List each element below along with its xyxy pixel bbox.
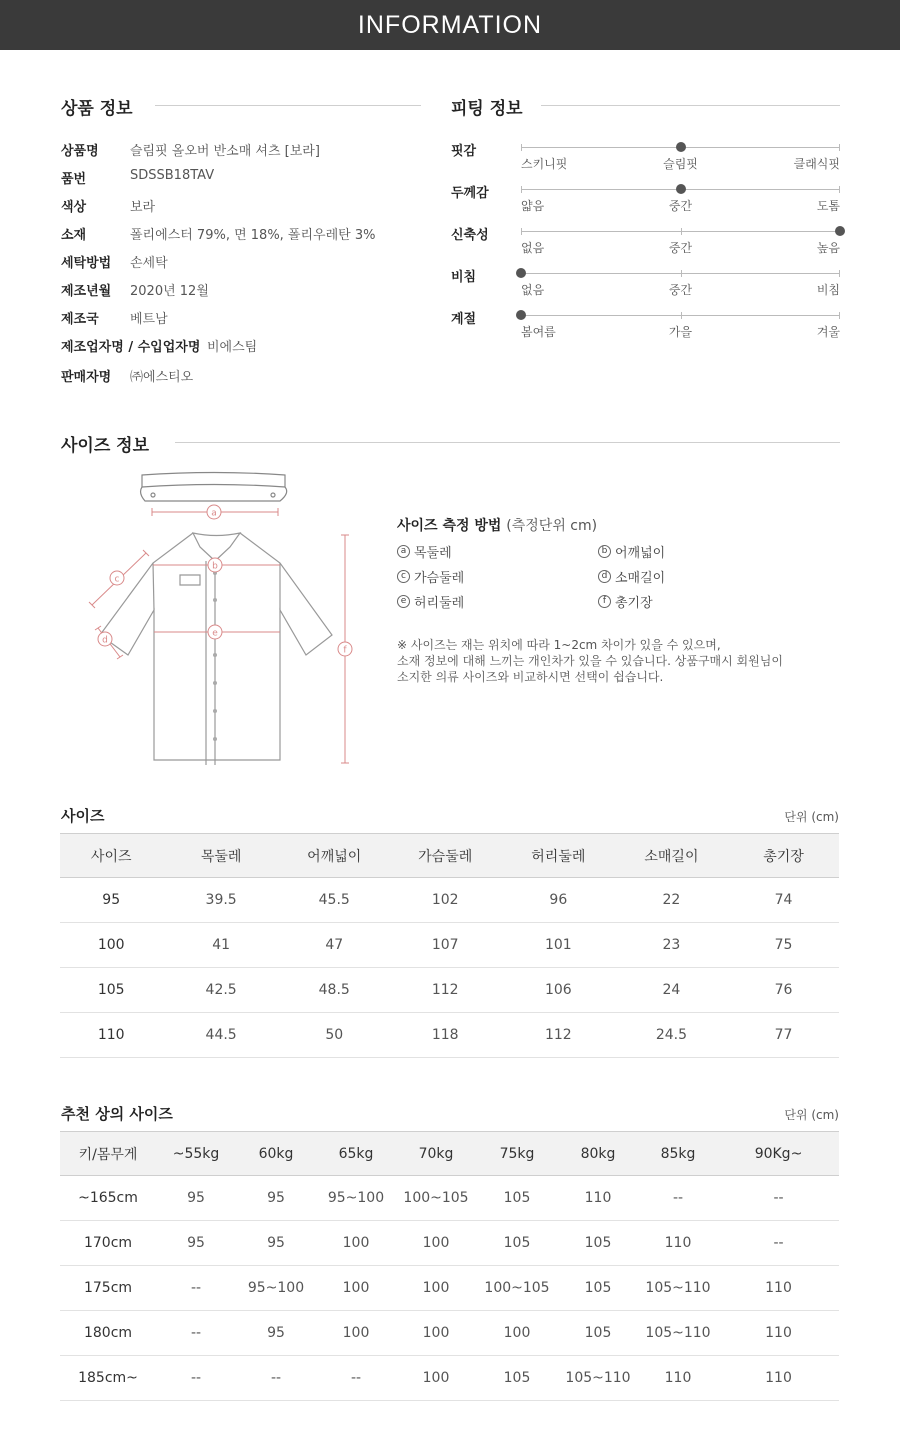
fitting-scale-label: 스키니핏 [521,157,568,171]
shirt-diagram [80,465,370,775]
fitting-scale-label: 도톰 [816,199,840,213]
table-cell: 100 [396,1356,476,1401]
fitting-scale-label: 얇음 [521,199,545,213]
table-cell: 105 [558,1221,638,1266]
measure-method-label: 사이즈 측정 방법 [397,518,502,534]
table-cell: 101 [502,923,615,968]
table-cell: 44.5 [162,1013,279,1058]
size-note-line: ※ 사이즈는 재는 위치에 따라 1~2cm 차이가 있을 수 있으며, [397,638,721,652]
fitting-label: 신축성 [451,228,489,243]
table-cell: 100 [396,1311,476,1356]
size-table-unit: 단위 (cm) [784,810,839,824]
table-cell: 180cm [60,1311,156,1356]
table-cell: 105 [558,1266,638,1311]
table-row [60,1013,839,1058]
fitting-scale-track [521,231,840,232]
table-cell: 24 [615,968,728,1013]
table-cell: 95 [236,1311,316,1356]
product-info-key: 제조년월 [61,284,112,299]
product-info-row [61,168,214,187]
table-cell: -- [638,1176,718,1221]
svg-text:c: c [114,574,120,585]
table-header-cell: 가슴둘레 [389,834,502,878]
table-row [60,1356,839,1401]
table-header-cell: 85kg [638,1132,718,1176]
svg-text:e: e [212,628,218,639]
product-info-value: 베트남 [130,312,168,327]
fitting-scale-label: 비침 [816,283,840,297]
table-cell: 50 [280,1013,389,1058]
table-cell: 74 [728,878,839,923]
measure-mark: e [397,595,410,608]
table-cell: 39.5 [162,878,279,923]
fitting-scale-tick [521,144,522,151]
table-cell: -- [156,1356,236,1401]
table-header-cell: 어깨넓이 [280,834,389,878]
size-table [60,833,839,1058]
fitting-scale-tick [521,186,522,193]
size-note [397,637,783,685]
table-cell: 76 [728,968,839,1013]
table-cell: 47 [280,923,389,968]
table-cell: -- [316,1356,396,1401]
table-cell: 95 [156,1176,236,1221]
table-cell: 105~110 [558,1356,638,1401]
product-info-row [61,196,155,215]
table-cell: 100~105 [396,1176,476,1221]
product-info-value: 슬림핏 올오버 반소매 셔츠 [보라] [130,144,320,159]
table-header-row [60,1132,839,1176]
fitting-level-marker [676,184,686,194]
measure-mark: a [397,545,410,558]
table-cell: 112 [502,1013,615,1058]
table-cell: 118 [389,1013,502,1058]
table-cell: 105 [476,1221,558,1266]
table-cell: 100 [316,1221,396,1266]
fitting-label: 두께감 [451,186,489,201]
fitting-scale-track [521,189,840,190]
fitting-scale-tick [839,144,840,151]
product-info-row [61,224,375,243]
fitting-scale-tick [681,228,682,235]
table-cell: -- [156,1311,236,1356]
fitting-scale-label: 클래식핏 [793,157,840,171]
table-cell: 110 [718,1356,839,1401]
table-cell: 106 [502,968,615,1013]
rec-size-table [60,1131,839,1401]
product-info-value: 보라 [130,200,156,215]
fitting-scale-label: 겨울 [816,325,840,339]
fitting-scale-track [521,147,840,148]
fitting-scale-track [521,315,840,316]
table-cell: 107 [389,923,502,968]
measure-item [397,567,464,586]
table-header-cell: 80kg [558,1132,638,1176]
table-cell: 110 [558,1176,638,1221]
measure-item [598,567,665,586]
table-row [60,878,839,923]
table-cell: 185cm~ [60,1356,156,1401]
measure-label: 총기장 [615,596,653,611]
measure-label: 목둘레 [414,546,452,561]
svg-text:f: f [343,645,347,656]
table-cell: 105 [558,1311,638,1356]
measure-mark: f [598,595,611,608]
fitting-scale-tick [681,270,682,277]
table-cell: 105 [60,968,162,1013]
table-row [60,1266,839,1311]
fitting-scale-label: 없음 [521,241,545,255]
fitting-scale-label: 없음 [521,283,545,297]
table-cell: 42.5 [162,968,279,1013]
table-cell: 110 [638,1221,718,1266]
product-info-value: 비에스팀 [207,340,258,355]
table-header-cell: 목둘레 [162,834,279,878]
collar-illustration [141,473,287,502]
table-cell: 105~110 [638,1311,718,1356]
measure-item [598,592,653,611]
fitting-scale-tick [839,312,840,319]
table-cell: 95~100 [236,1266,316,1311]
fitting-label: 핏감 [451,144,477,159]
table-cell: ~165cm [60,1176,156,1221]
table-cell: 100 [60,923,162,968]
measure-mark: d [598,570,611,583]
table-row [60,1311,839,1356]
table-header-cell: 총기장 [728,834,839,878]
table-cell: 100 [396,1221,476,1266]
table-header-cell: ~55kg [156,1132,236,1176]
table-cell: 110 [60,1013,162,1058]
product-info-key: 소재 [61,228,87,243]
header-bar [0,0,900,50]
table-cell: 100~105 [476,1266,558,1311]
table-header-cell: 허리둘레 [502,834,615,878]
fitting-info-divider [541,105,840,106]
measure-label: 소매길이 [615,571,666,586]
fitting-level-marker [516,268,526,278]
product-info-row [61,308,168,327]
table-header-cell: 사이즈 [60,834,162,878]
fitting-scale-label: 슬림핏 [663,157,698,171]
table-cell: -- [718,1176,839,1221]
table-cell: 41 [162,923,279,968]
table-cell: 110 [718,1311,839,1356]
product-info-value: 2020년 12월 [130,284,209,299]
fitting-level-marker [835,226,845,236]
fitting-label: 계절 [451,312,477,327]
table-cell: 100 [396,1266,476,1311]
product-info-row [61,252,168,271]
table-cell: 100 [316,1266,396,1311]
fitting-scale-label: 봄여름 [521,325,556,339]
table-header-cell: 키/몸무게 [60,1132,156,1176]
fitting-scale-track [521,273,840,274]
header-title: INFORMATION [357,10,543,39]
table-cell: 102 [389,878,502,923]
table-header-cell: 60kg [236,1132,316,1176]
measure-label: 가슴둘레 [414,571,465,586]
fitting-level-marker [676,142,686,152]
measure-label: 허리둘레 [414,596,465,611]
product-info-key: 제조국 [61,312,99,327]
table-cell: 23 [615,923,728,968]
table-cell: 105 [476,1356,558,1401]
svg-text:b: b [212,561,218,572]
product-info-key: 상품명 [61,144,99,159]
table-cell: 45.5 [280,878,389,923]
table-cell: 170cm [60,1221,156,1266]
product-info-value: 폴리에스터 79%, 면 18%, 폴리우레탄 3% [130,228,376,243]
size-note-line: 소재 정보에 대해 느끼는 개인차가 있을 수 있습니다. 상품구매시 회원님이 [397,654,783,668]
product-info-key: 품번 [61,172,87,187]
table-cell: 110 [638,1356,718,1401]
table-cell: -- [236,1356,316,1401]
product-info-key: 세탁방법 [61,256,112,271]
size-info-title: 사이즈 정보 [61,436,150,456]
table-cell: 96 [502,878,615,923]
product-info-row [61,280,209,299]
measure-item [397,592,464,611]
fitting-scale-tick [521,228,522,235]
table-cell: -- [718,1221,839,1266]
size-table-title: 사이즈 [61,807,105,825]
table-cell: 48.5 [280,968,389,1013]
product-info-value: SDSSB18TAV [130,168,215,183]
table-header-cell: 75kg [476,1132,558,1176]
product-info-key: 제조업자명 / 수입업자명 [61,340,201,355]
product-info-row [61,366,193,385]
fitting-level-marker [516,310,526,320]
measure-item [598,542,665,561]
fitting-scale-label: 높음 [816,241,840,255]
rec-table-title: 추천 상의 사이즈 [61,1105,173,1123]
table-header-cell: 소매길이 [615,834,728,878]
table-header-cell: 70kg [396,1132,476,1176]
fitting-scale-tick [839,270,840,277]
svg-text:d: d [102,635,108,646]
fitting-info-title: 피팅 정보 [451,99,523,119]
fitting-scale-label: 중간 [668,199,693,213]
table-cell: 95 [60,878,162,923]
product-info-key: 색상 [61,200,87,215]
fitting-label: 비침 [451,270,477,285]
fitting-scale-label: 중간 [668,283,693,297]
fitting-scale-tick [681,312,682,319]
measure-label: 어깨넓이 [615,546,666,561]
fitting-scale-label: 중간 [668,241,693,255]
table-cell: 95 [156,1221,236,1266]
table-cell: 77 [728,1013,839,1058]
size-info-divider [175,442,840,443]
product-info-row [61,336,257,355]
product-info-divider [155,105,421,106]
table-cell: 112 [389,968,502,1013]
product-info-row [61,140,320,159]
table-cell: 100 [316,1311,396,1356]
table-row [60,1176,839,1221]
table-cell: 105 [476,1176,558,1221]
table-cell: 175cm [60,1266,156,1311]
measure-mark: c [397,570,410,583]
product-info-value: ㈜에스티오 [130,370,194,385]
table-row [60,923,839,968]
table-cell: 22 [615,878,728,923]
svg-text:a: a [211,508,217,519]
table-cell: 95 [236,1221,316,1266]
table-cell: 95~100 [316,1176,396,1221]
table-row [60,968,839,1013]
product-info-title: 상품 정보 [61,99,133,119]
table-cell: -- [156,1266,236,1311]
table-header-cell: 65kg [316,1132,396,1176]
table-cell: 24.5 [615,1013,728,1058]
table-row [60,1221,839,1266]
table-cell: 110 [718,1266,839,1311]
table-header-row [60,834,839,878]
product-info-key: 판매자명 [61,370,112,385]
measure-mark: b [598,545,611,558]
table-cell: 100 [476,1311,558,1356]
product-info-value: 손세탁 [130,256,168,271]
fitting-scale-tick [839,186,840,193]
measure-unit: (측정단위 cm) [506,518,598,534]
table-cell: 105~110 [638,1266,718,1311]
fitting-scale-label: 가을 [668,325,693,339]
rec-table-unit: 단위 (cm) [784,1108,839,1122]
size-note-line: 소지한 의류 사이즈와 비교하시면 선택이 쉽습니다. [397,670,664,684]
table-cell: 75 [728,923,839,968]
table-header-cell: 90Kg~ [718,1132,839,1176]
table-cell: 95 [236,1176,316,1221]
measure-method-title [397,515,597,535]
measure-item [397,542,452,561]
